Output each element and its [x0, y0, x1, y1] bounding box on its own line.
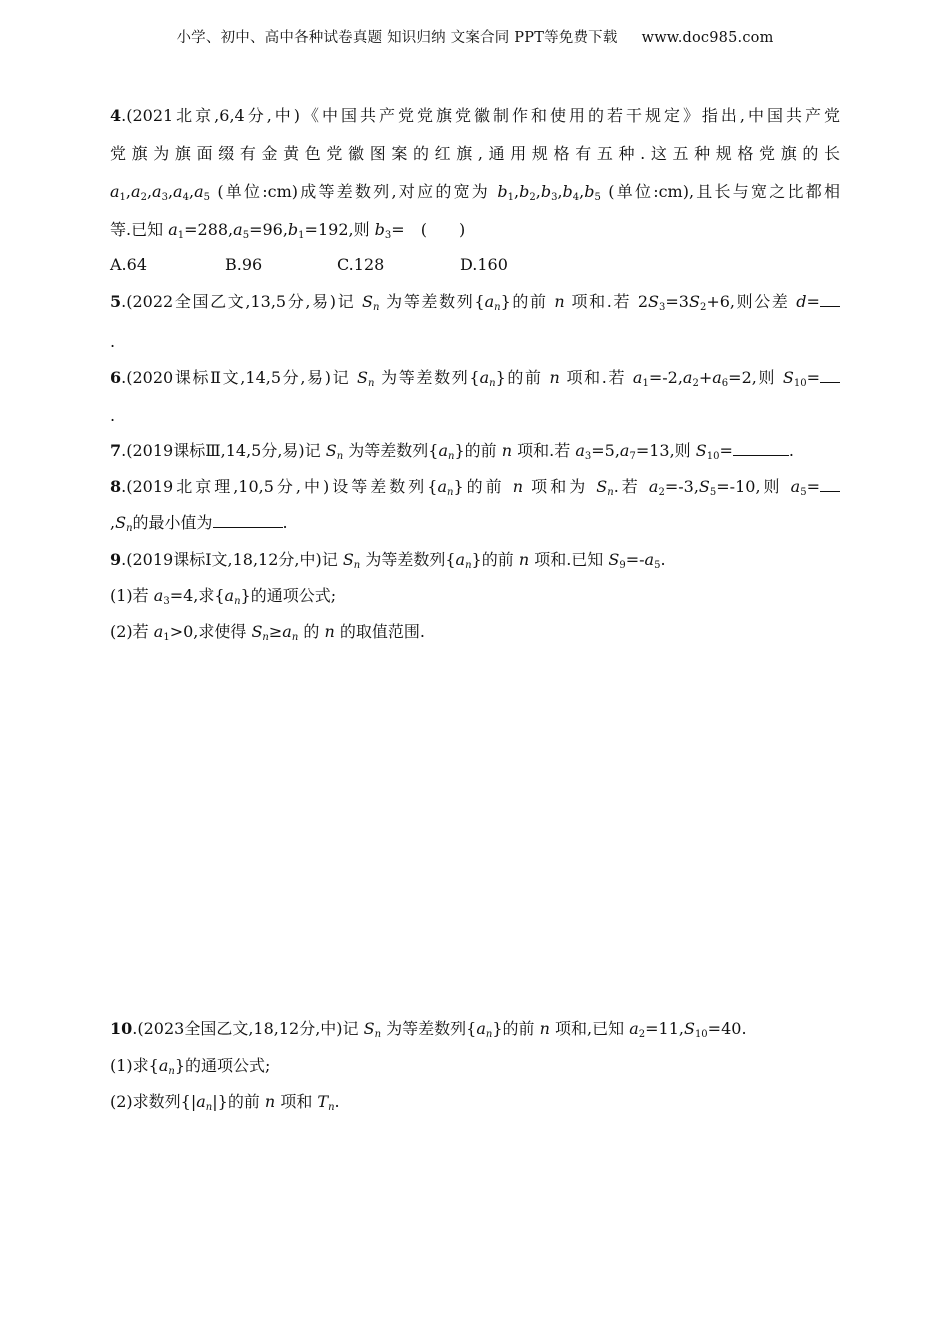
q5-answer-blank: [820, 292, 840, 307]
q8-number: 8: [110, 477, 122, 496]
q10-part-1: (1)求$\{a_n\}$的通项公式;: [110, 1056, 271, 1077]
q4-line-3: $a_1,a_2,a_3,a_4,a_5$ (单位:cm)成等差数列,对应的宽为 $b_1,b_2,b_3,b_4,b_5$ (单位:cm),且长与宽之比都相: [110, 182, 840, 203]
q9-number: 9: [110, 550, 122, 569]
q4-option-a: A.64: [110, 255, 147, 274]
q4-option-b: B.96: [225, 255, 263, 274]
q4-line-2: 党旗为旗面缀有金黄色党徽图案的红旗,通用规格有五种.这五种规格党旗的长: [110, 144, 840, 163]
q4-line-1: 4.(2021北京,6,4分,中)《中国共产党党旗党徽制作和使用的若干规定》指出,中国共产党: [110, 106, 840, 125]
q7-line-1: 7.(2019课标Ⅲ,14,5分,易)记 $S_n$ 为等差数列$\{a_n\}$的前 n 项和.若 $a_3=5,a_7=13$,则 $S_{10}=$ .: [110, 441, 794, 462]
q9-part-2: (2)若 $a_1>0$,求使得 $S_n\ge a_n$ 的 n 的取值范围.: [110, 622, 425, 643]
q6-line-1: 6.(2020课标Ⅱ文,14,5分,易)记 $S_n$ 为等差数列$\{a_n\}$的前 n 项和.若 $a_1=-2,a_2+a_6=2$,则 $S_{10}=$: [110, 366, 840, 390]
q6-line-2: .: [110, 406, 116, 425]
page-header: [0, 26, 950, 47]
q7-number: 7: [110, 441, 122, 460]
q4-options: [110, 253, 840, 277]
q10-part-2: (2)求数列$\{|a_n|\}$的前 n 项和 $T_n$.: [110, 1092, 340, 1113]
q8-line-2: $,S_n$的最小值为 .: [110, 513, 288, 534]
q7-answer-blank: [733, 441, 789, 456]
q4-option-d: D.160: [460, 255, 508, 274]
q9-line-1: 9.(2019课标Ⅰ文,18,12分,中)记 $S_n$ 为等差数列$\{a_n\}$的前 n 项和.已知 $S_9=-a_5$.: [110, 550, 666, 571]
q6-number: 6: [110, 368, 122, 387]
q5-line-2: .: [110, 332, 116, 351]
q4-line-4: 等.已知 $a_1=288,a_5=96,b_1=192$,则 $b_3=$ ( ): [110, 220, 466, 241]
q10-number: 10: [110, 1019, 133, 1038]
q6-answer-blank: [820, 368, 840, 383]
q10-line-1: 10.(2023全国乙文,18,12分,中)记 $S_n$ 为等差数列$\{a_n\}$的前 n 项和,已知 $a_2=11,S_{10}=40$.: [110, 1019, 747, 1040]
q4-option-c: C.128: [337, 255, 385, 274]
q8-line-1: 8.(2019北京理,10,5分,中)设等差数列$\{a_n\}$的前 n 项和为 $S_n$.若 $a_2=-3,S_5=-10$,则 $a_5=$: [110, 475, 840, 499]
q8-answer-blank-1: [820, 477, 840, 492]
q4-number: 4: [110, 106, 122, 125]
q5-number: 5: [110, 292, 122, 311]
q5-line-1: 5.(2022全国乙文,13,5分,易)记 $S_n$ 为等差数列$\{a_n\}$的前 n 项和.若 $2S_3=3S_2+6$,则公差 d=: [110, 290, 840, 314]
header-url: www.doc985.com: [641, 30, 774, 46]
q9-part-1: (1)若 $a_3=4$,求$\{a_n\}$的通项公式;: [110, 586, 337, 607]
q8-answer-blank-2: [213, 513, 283, 528]
header-text: 小学、初中、高中各种试卷真题 知识归纳 文案合同 PPT等免费下载: [176, 30, 618, 46]
